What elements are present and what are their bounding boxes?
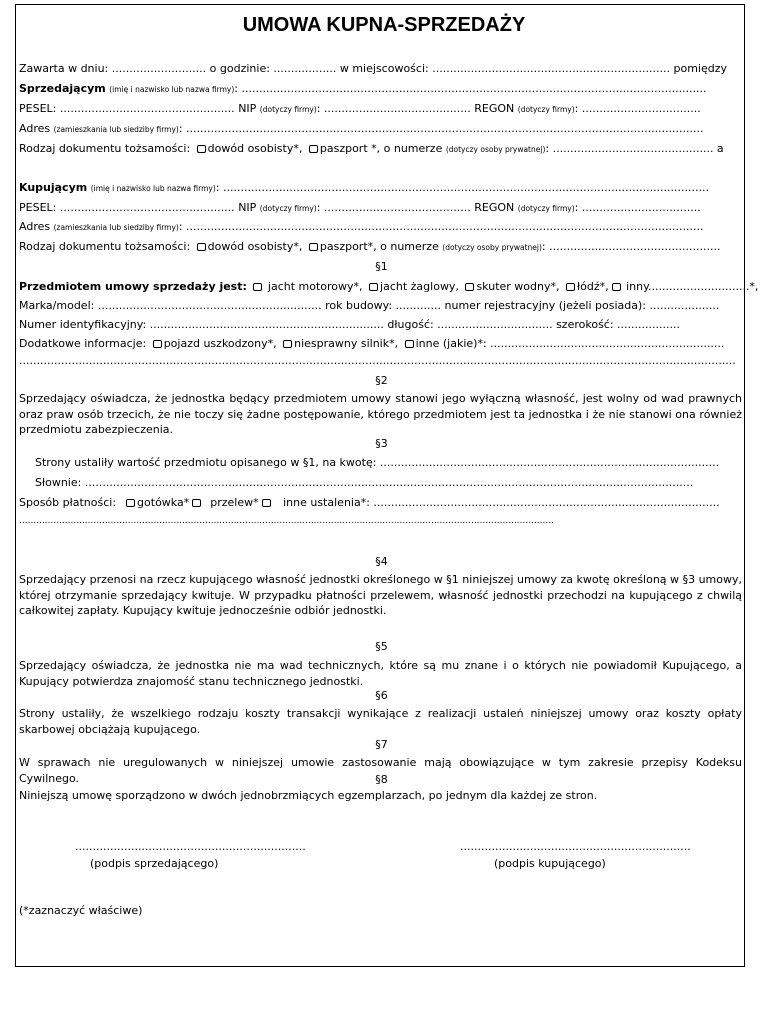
document-title: UMOWA KUPNA-SPRZEDAŻY (242, 14, 526, 36)
seller-address-fill: : .................................................................................................................................................... (178, 122, 704, 135)
payment-fill: ........................................................................................................................................................................................... (19, 516, 554, 526)
section-text-2: Sprzedający oświadcza, że jednostka będący przedmiotem umowy stanowi jego wyłączną własność, jest wolny od wad prawnych oraz praw osób trzecich, że nie toczy się żadne postępowanie, którego przedmiotem jest ta jednostka i że nie stanowi ona również przedmiotu zabezpieczenia. (19, 392, 742, 436)
words-line: Słownie: .............................................................................................................................................................................. (35, 476, 694, 489)
seller-doc-hint: (dotyczy osoby prywatnej) (445, 145, 546, 154)
section-text-4: Sprzedający przenosi na rzecz kupującego własność jednostki określonego w §1 niniejszej umowy za kwotę określoną w §3 umowy, której otrzymanie sprzedający kwituje. W przypadku płatności przelewem, własność jednostki przechodzi na kupującego z chwilą całkowitej zapłaty. Kupujący kwituje jednocześnie odbiór jednostki. (19, 573, 742, 617)
checkbox-icon[interactable] (405, 340, 414, 348)
seller-nip-label: NIP (238, 102, 257, 115)
seller-pesel: PESEL: .................................................. (19, 102, 235, 115)
seller-hint: (imię i nazwisko lub nazwa firmy) (109, 85, 235, 94)
checkbox-icon[interactable] (369, 283, 378, 291)
section-heading-7: §7 (375, 738, 388, 751)
buyer-regon-label: REGON (474, 201, 515, 214)
extra-info-fill: ............................................................................................................................................................................................................. (19, 354, 736, 367)
seller-ids-line (19, 101, 744, 117)
buyer-regon-fill: : .................................. (574, 201, 701, 214)
extra-info-line (19, 336, 744, 351)
buyer-pesel: PESEL: .................................................. (19, 201, 235, 214)
checkbox-icon[interactable] (262, 499, 271, 507)
buyer-nip-fill: : .......................................... (316, 201, 471, 214)
buyer-regon-hint: (dotyczy firmy) (517, 204, 575, 213)
extra-info-label: Dodatkowe informacje: (19, 337, 147, 350)
checkbox-icon[interactable] (253, 283, 262, 291)
seller-doc-opt-id: dowód osobisty*, (207, 142, 303, 155)
buyer-nip-label: NIP (238, 201, 257, 214)
buyer-fill: : ........................................................................................................................................... (215, 181, 710, 194)
seller-fill: : ..................................................................................................................................... (234, 82, 707, 95)
buyer-doc-line (19, 239, 744, 255)
checkbox-icon[interactable] (197, 145, 206, 153)
section-heading-6: §6 (375, 689, 388, 702)
opt-other: inny.............................*, (626, 280, 759, 293)
buyer-address-line (19, 219, 744, 235)
seller-doc-line (19, 141, 744, 157)
extra-opt-damaged: pojazd uszkodzony*, (163, 337, 277, 350)
checkbox-icon[interactable] (309, 145, 318, 153)
seller-doc-opt-passport: paszport *, o numerze (319, 142, 443, 155)
footnote: (*zaznaczyć właściwe) (19, 904, 143, 917)
seller-regon-fill: : .................................. (574, 102, 701, 115)
seller-nip-fill: : .......................................... (316, 102, 471, 115)
section-text-6: Strony ustaliły, że wszelkiego rodzaju koszty transakcji wynikające z realizacji ustaleń niniejszej umowy oraz koszty opłaty skarbowej obciążają kupującego. (19, 707, 742, 736)
section-heading-1: §1 (375, 260, 388, 273)
opt-jet-ski: skuter wodny*, (476, 280, 560, 293)
buyer-address-fill: : .................................................................................................................................................... (178, 220, 704, 233)
subject-line (19, 279, 759, 294)
opt-motor-yacht: jacht motorowy*, (267, 280, 363, 293)
pay-opt-other: inne ustalenia*: ................................................................................................... (283, 496, 720, 509)
section-heading-2: §2 (375, 374, 388, 387)
seller-signature-caption: (podpis sprzedającego) (90, 857, 219, 870)
buyer-nip-hint: (dotyczy firmy) (259, 204, 317, 213)
opt-boat: łódź*, (576, 280, 609, 293)
subject-label: Przedmiotem umowy sprzedaży jest: (19, 280, 247, 293)
checkbox-icon[interactable] (192, 499, 201, 507)
pay-opt-transfer: przelew* (210, 496, 259, 509)
buyer-line (19, 180, 744, 196)
seller-regon-label: REGON (474, 102, 515, 115)
seller-regon-hint: (dotyczy firmy) (517, 105, 575, 114)
buyer-label: Kupującym (19, 181, 88, 194)
buyer-doc-opt-passport: paszport*, o numerze (319, 240, 439, 253)
seller-signature-line: .................................................................. (75, 840, 306, 853)
section-text-5: Sprzedający oświadcza, że jednostka nie ma wad technicznych, które są mu znane i o których nie powiadomił Kupującego, a Kupujący potwierdza znajomość stanu technicznego jednostki. (19, 659, 742, 688)
buyer-doc-fill: : ................................................. (541, 240, 721, 253)
section-text-8: Niniejszą umowę sporządzono w dwóch jednobrzmiących egzemplarzach, po jednym dla każdej ze stron. (19, 789, 598, 802)
ident-line: Numer identyfikacyjny: ................................................................... długość: ................................. szerokość: .................. (19, 318, 680, 331)
seller-address-hint: (zamieszkania lub siedziby firmy) (53, 125, 179, 134)
seller-label: Sprzedającym (19, 82, 106, 95)
payment-line (19, 495, 741, 510)
seller-nip-hint: (dotyczy firmy) (259, 105, 317, 114)
checkbox-icon[interactable] (465, 283, 474, 291)
pay-opt-cash: gotówka* (137, 496, 190, 509)
checkbox-icon[interactable] (197, 243, 206, 251)
checkbox-icon[interactable] (126, 499, 135, 507)
buyer-signature-line: .................................................................. (460, 840, 691, 853)
buyer-ids-line (19, 200, 744, 216)
checkbox-icon[interactable] (153, 340, 162, 348)
section-heading-4: §4 (375, 555, 388, 568)
date-line: Zawarta w dniu: ........................... o godzinie: .................. w miejscowości: .................................................................... pomiędzy (19, 62, 727, 75)
extra-opt-engine: niesprawny silnik*, (294, 337, 399, 350)
buyer-doc-hint: (dotyczy osoby prywatnej) (442, 243, 542, 252)
value-line: Strony ustaliły wartość przedmiotu opisanego w §1, na kwotę: ................................................................................................. (35, 456, 720, 469)
section-heading-3: §3 (375, 437, 388, 450)
buyer-hint: (imię i nazwisko lub nazwa firmy) (90, 184, 216, 193)
checkbox-icon[interactable] (612, 283, 621, 291)
extra-opt-other: inne (jakie)*: ................................................................... (415, 337, 725, 350)
checkbox-icon[interactable] (566, 283, 575, 291)
buyer-doc-opt-id: dowód osobisty*, (207, 240, 303, 253)
buyer-address-label: Adres (19, 220, 51, 233)
seller-doc-fill: : .............................................. a (545, 142, 724, 155)
seller-line (19, 81, 744, 97)
section-text-7: W sprawach nie uregulowanych w niniejszej umowie zastosowanie mają obowiązujące w tym zakresie przepisy Kodeksu Cywilnego. (19, 756, 742, 785)
buyer-signature-caption: (podpis kupującego) (494, 857, 606, 870)
section-heading-5: §5 (375, 640, 388, 653)
payment-label: Sposób płatności: (19, 496, 117, 509)
checkbox-icon[interactable] (309, 243, 318, 251)
seller-doc-label: Rodzaj dokumentu tożsamości: (19, 142, 191, 155)
checkbox-icon[interactable] (283, 340, 292, 348)
seller-address-label: Adres (19, 122, 51, 135)
buyer-doc-label: Rodzaj dokumentu tożsamości: (19, 240, 191, 253)
section-heading-8: §8 (375, 773, 388, 786)
seller-address-line (19, 121, 744, 137)
brand-line: Marka/model: ................................................................ rok budowy: ............. numer rejestracyjny (jeżeli posiada): .................... (19, 299, 720, 312)
opt-sail-yacht: jacht żaglowy, (380, 280, 459, 293)
buyer-address-hint: (zamieszkania lub siedziby firmy) (53, 223, 179, 232)
